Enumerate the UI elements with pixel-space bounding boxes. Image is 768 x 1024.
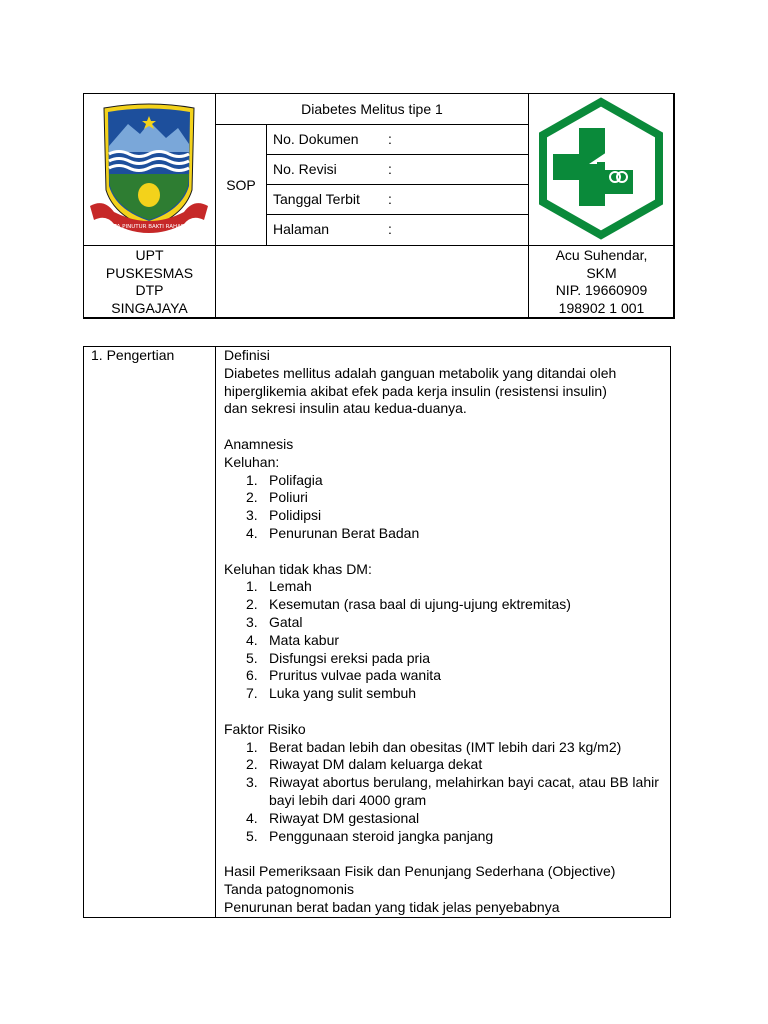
anamnesis-heading: Anamnesis <box>224 435 294 452</box>
puskesmas-logo-cell <box>528 93 675 246</box>
list-item: 4. Mata kabur <box>246 631 340 648</box>
org-line: DTP <box>135 282 164 298</box>
signer-line: 198902 1 001 <box>558 299 645 316</box>
regency-motto: INTA PINUTUR BAKTI RAHARJA <box>107 224 191 230</box>
regency-logo-cell <box>83 93 216 246</box>
doc-field-sep: : <box>388 131 392 147</box>
list-item: 5. Penggunaan steroid jangka panjang <box>246 827 494 844</box>
list-item: 2. Kesemutan (rasa baal di ujung-ujung ektremitas) <box>246 596 571 613</box>
doc-field-label: No. Revisi <box>273 161 337 177</box>
doc-field-label: No. Dokumen <box>273 131 359 147</box>
list-item: 2. Poliuri <box>246 489 308 506</box>
puskesmas-logo-icon <box>529 94 674 245</box>
list-item: 4. Penurunan Berat Badan <box>246 524 420 541</box>
section-content <box>216 347 672 917</box>
doc-field-sep: : <box>388 191 392 207</box>
document-title: Diabetes Melitus tipe 1 <box>215 93 529 125</box>
regency-coat-of-arms-icon <box>84 94 215 245</box>
doc-field-row <box>266 184 529 215</box>
sop-header-table <box>83 93 674 318</box>
list-item: 3. Riwayat abortus berulang, melahirkan bayi cacat, atau BB lahir bayi lebih dari 4000 gram <box>246 774 659 808</box>
definisi-line: Diabetes mellitus adalah ganguan metabolik yang ditandai oleh <box>224 364 617 381</box>
signer-line: SKM <box>586 264 617 281</box>
org-line: SINGAJAYA <box>111 299 188 316</box>
list-item: 3. Gatal <box>246 613 303 630</box>
list-item: 1. Lemah <box>246 578 312 595</box>
list-item: 6. Pruritus vulvae pada wanita <box>246 667 441 684</box>
faktor-risiko-heading: Faktor Risiko <box>224 720 306 737</box>
hasil-pemeriksaan-heading: Hasil Pemeriksaan Fisik dan Penunjang Sederhana (Objective) <box>224 863 616 880</box>
tidak-khas-list <box>224 578 672 703</box>
faktor-risiko-list <box>224 739 672 846</box>
org-line: PUSKESMAS <box>105 264 194 281</box>
definisi-line: dan sekresi insulin atau kedua-duanya. <box>224 400 467 417</box>
org-line: UPT <box>135 247 164 263</box>
doc-field-sep: : <box>388 161 392 177</box>
definisi-line: hiperglikemia akibat efek pada kerja insulin (resistensi insulin) <box>224 382 607 399</box>
tidak-khas-heading: Keluhan tidak khas DM: <box>224 560 372 577</box>
doc-field-row <box>266 214 529 246</box>
list-item: 2. Riwayat DM dalam keluarga dekat <box>246 756 483 773</box>
tanda-text: Penurunan berat badan yang tidak jelas penyebabnya <box>224 898 560 915</box>
list-item: 4. Riwayat DM gestasional <box>246 809 420 826</box>
doc-field-label: Tanggal Terbit <box>273 191 360 207</box>
signer-line: NIP. 19660909 <box>555 282 648 298</box>
list-item: 3. Polidipsi <box>246 507 322 524</box>
doc-field-sep: : <box>388 221 392 237</box>
signer-info <box>528 245 675 319</box>
sop-content-table <box>83 346 671 918</box>
signer-line: Acu Suhendar, <box>555 247 648 263</box>
section-label: 1. Pengertian <box>84 347 216 917</box>
list-item: 1. Berat badan lebih dan obesitas (IMT lebih dari 23 kg/m2) <box>246 738 622 755</box>
tanda-heading: Tanda patognomonis <box>224 880 354 897</box>
list-item: 7. Luka yang sulit sembuh <box>246 685 417 702</box>
sop-label: SOP <box>215 124 267 246</box>
doc-field-row <box>266 124 529 155</box>
signature-area <box>215 245 529 319</box>
definisi-heading: Definisi <box>224 347 270 363</box>
keluhan-heading: Keluhan: <box>224 453 280 470</box>
list-item: 1. Polifagia <box>246 471 323 488</box>
doc-field-row <box>266 154 529 185</box>
organization-name <box>83 245 216 319</box>
keluhan-list <box>224 472 672 543</box>
doc-field-label: Halaman <box>273 221 330 237</box>
list-item: 5. Disfungsi ereksi pada pria <box>246 649 431 666</box>
